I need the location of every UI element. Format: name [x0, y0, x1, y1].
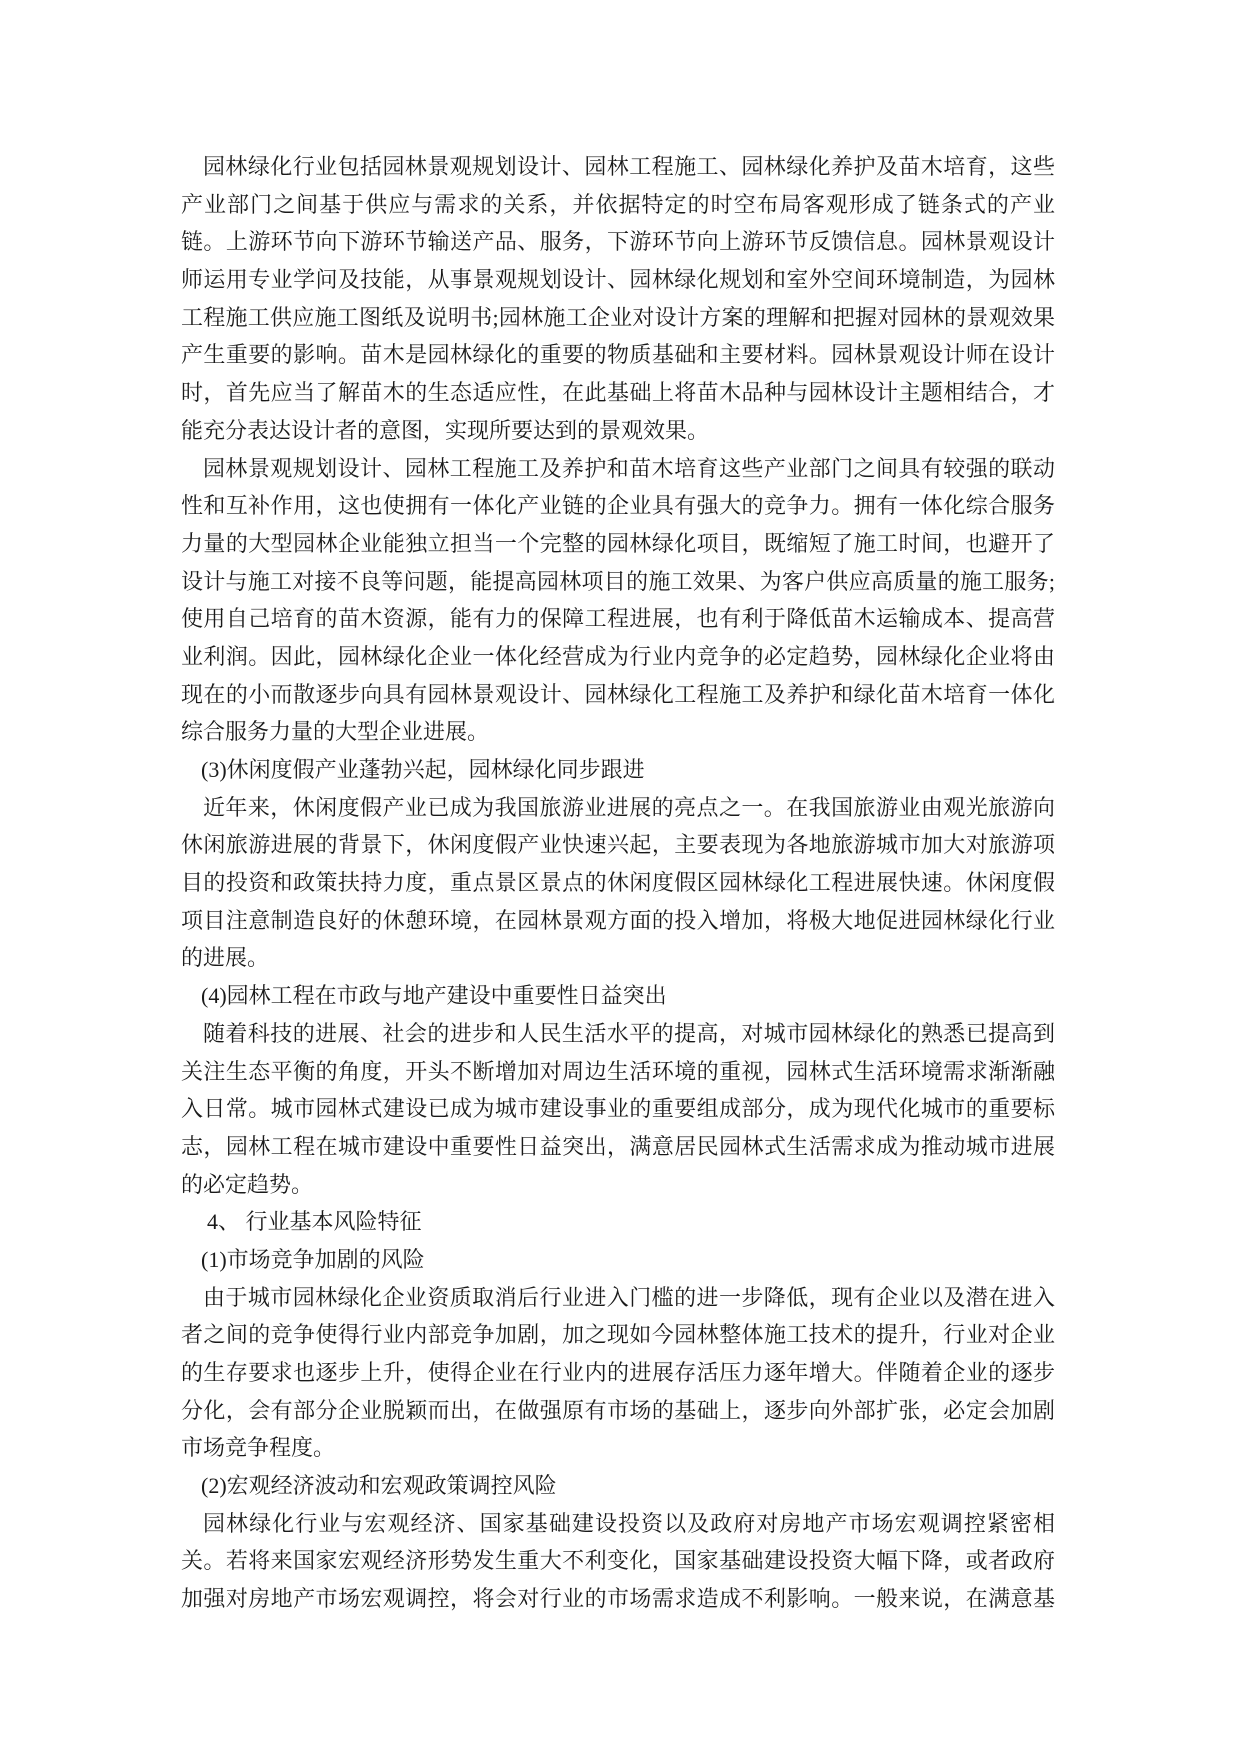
text-line: 入日常。城市园林式建设已成为城市建设事业的重要组成部分，成为现代化城市的重要标	[181, 1096, 1055, 1122]
heading-line: (3)休闲度假产业蓬勃兴起，园林绿化同步跟进	[201, 757, 645, 782]
section-heading	[181, 977, 1055, 1015]
section-heading	[181, 1241, 1055, 1279]
text-line: 加强对房地产市场宏观调控，将会对行业的市场需求造成不利影响。一般来说，在满意基	[181, 1586, 1055, 1612]
section-heading	[181, 751, 1055, 789]
text-line: 志，园林工程在城市建设中重要性日益突出，满意居民园林式生活需求成为推动城市进展	[181, 1133, 1055, 1159]
text-line: 分化，会有部分企业脱颖而出，在做强原有市场的基础上，逐步向外部扩张，必定会加剧	[181, 1397, 1055, 1423]
section-heading	[181, 1203, 1055, 1241]
text-line: 业利润。因此，园林绿化企业一体化经营成为行业内竞争的必定趋势，园林绿化企业将由	[181, 643, 1055, 669]
text-line: 的必定趋势。	[181, 1171, 314, 1197]
body-paragraph	[181, 148, 1055, 450]
body-paragraph	[181, 1015, 1055, 1203]
text-line: 关。若将来国家宏观经济形势发生重大不利变化，国家基础建设投资大幅下降，或者政府	[181, 1548, 1055, 1574]
text-line: 者之间的竞争使得行业内部竞争加剧，加之现如今园林整体施工技术的提升，行业对企业	[181, 1322, 1055, 1348]
heading-line: (4)园林工程在市政与地产建设中重要性日益突出	[201, 983, 667, 1009]
text-line: 产业部门之间基于供应与需求的关系，并依据特定的时空布局客观形成了链条式的产业	[181, 191, 1055, 217]
text-line: 性和互补作用，这也使拥有一体化产业链的企业具有强大的竞争力。拥有一体化综合服务	[181, 493, 1055, 519]
body-paragraph	[181, 1279, 1055, 1467]
text-line: 时，首先应当了解苗木的生态适应性，在此基础上将苗木品种与园林设计主题相结合，才	[181, 380, 1055, 406]
heading-line: (1)市场竞争加剧的风险	[201, 1246, 425, 1272]
heading-line: 4、 行业基本风险特征	[207, 1209, 422, 1235]
heading-line: (2)宏观经济波动和宏观政策调控风险	[201, 1473, 557, 1499]
text-line: 市场竞争程度。	[181, 1435, 336, 1461]
text-line: 现在的小而散逐步向具有园林景观设计、园林绿化工程施工及养护和绿化苗木培育一体化	[181, 681, 1055, 707]
text-line: 设计与施工对接不良等问题，能提高园林项目的施工效果、为客户供应高质量的施工服务;	[181, 568, 1055, 594]
text-line: 园林景观规划设计、园林工程施工及养护和苗木培育这些产业部门之间具有较强的联动	[203, 455, 1055, 481]
text-line: 休闲旅游进展的背景下，休闲度假产业快速兴起，主要表现为各地旅游城市加大对旅游项	[181, 832, 1055, 858]
text-line: 综合服务力量的大型企业进展。	[181, 719, 490, 745]
text-line: 园林绿化行业包括园林景观规划设计、园林工程施工、园林绿化养护及苗木培育，这些	[203, 154, 1055, 179]
text-line: 使用自己培育的苗木资源，能有力的保障工程进展，也有利于降低苗木运输成本、提高营	[181, 606, 1055, 632]
body-paragraph	[181, 789, 1055, 977]
text-line: 由于城市园林绿化企业资质取消后行业进入门槛的进一步降低，现有企业以及潜在进入	[203, 1284, 1055, 1310]
text-line: 产生重要的影响。苗木是园林绿化的重要的物质基础和主要材料。园林景观设计师在设计	[181, 342, 1055, 368]
text-line: 近年来，休闲度假产业已成为我国旅游业进展的亮点之一。在我国旅游业由观光旅游向	[203, 794, 1055, 820]
text-line: 链。上游环节向下游环节输送产品、服务，下游环节向上游环节反馈信息。园林景观设计	[181, 229, 1055, 255]
body-paragraph	[181, 1505, 1055, 1618]
text-line: 园林绿化行业与宏观经济、国家基础建设投资以及政府对房地产市场宏观调控紧密相	[203, 1510, 1055, 1536]
section-heading	[181, 1467, 1055, 1505]
text-line: 随着科技的进展、社会的进步和人民生活水平的提高，对城市园林绿化的熟悉已提高到	[203, 1020, 1055, 1046]
text-line: 工程施工供应施工图纸及说明书;园林施工企业对设计方案的理解和把握对园林的景观效果	[181, 304, 1055, 330]
text-line: 目的投资和政策扶持力度，重点景区景点的休闲度假区园林绿化工程进展快速。休闲度假	[181, 870, 1055, 896]
text-line: 的进展。	[181, 945, 270, 971]
text-column	[181, 148, 1055, 1618]
text-line: 力量的大型园林企业能独立担当一个完整的园林绿化项目，既缩短了施工时间，也避开了	[181, 530, 1055, 556]
text-line: 能充分表达设计者的意图，实现所要达到的景观效果。	[181, 417, 710, 443]
body-paragraph	[181, 450, 1055, 752]
text-line: 师运用专业学问及技能，从事景观规划设计、园林绿化规划和室外空间环境制造，为园林	[181, 267, 1055, 293]
text-line: 项目注意制造良好的休憩环境，在园林景观方面的投入增加，将极大地促进园林绿化行业	[181, 907, 1055, 933]
text-line: 的生存要求也逐步上升，使得企业在行业内的进展存活压力逐年增大。伴随着企业的逐步	[181, 1360, 1055, 1385]
text-line: 关注生态平衡的角度，开头不断增加对周边生活环境的重视，园林式生活环境需求渐渐融	[181, 1058, 1055, 1084]
